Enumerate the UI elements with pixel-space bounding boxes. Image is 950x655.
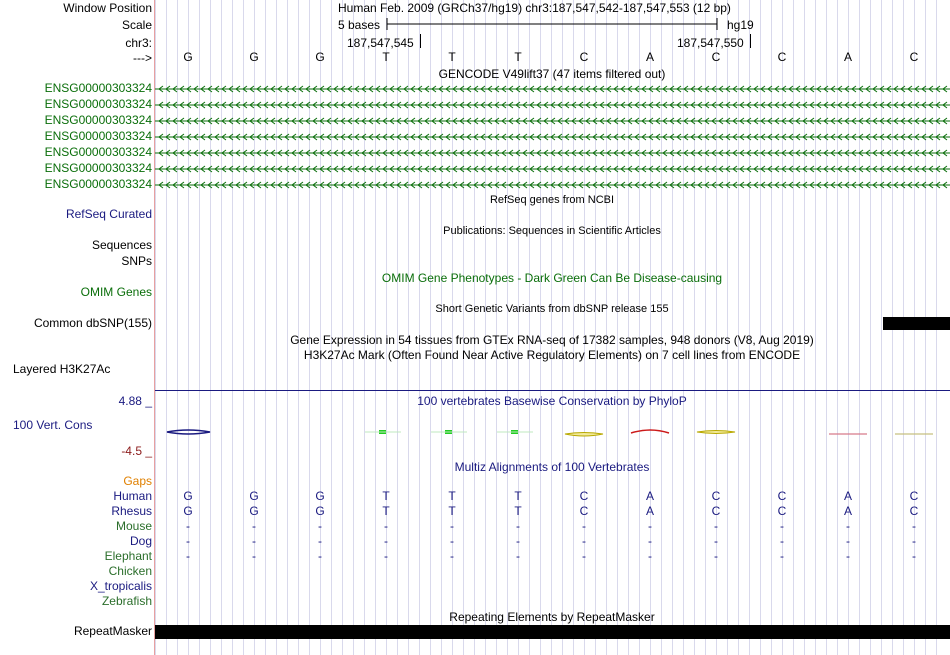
dbsnp-variant-bar[interactable] [883,317,950,330]
alignment-base: - [714,519,718,533]
gencode-gene-label[interactable]: ENSG00000303324 [44,161,152,175]
alignment-base: - [516,519,520,533]
refseq-curated-label[interactable]: RefSeq Curated [65,207,152,221]
alignment-base: G [315,504,325,518]
alignment-base: A [645,504,655,518]
alignment-base: - [318,549,322,563]
gencode-gene-track[interactable] [155,131,950,143]
alignment-base: - [252,534,256,548]
scale-bases-text: 5 bases [338,18,381,32]
gencode-gene-track[interactable] [155,179,950,191]
alignment-base: T [448,489,456,503]
alignment-base: - [384,534,388,548]
alignment-base: G [249,489,259,503]
base-letter: G [183,50,193,64]
cons-min-value: -4.5 _ [121,444,152,458]
coord-right-tick [750,34,751,48]
vert-cons-label[interactable]: 100 Vert. Cons [13,418,93,432]
alignment-base: - [186,549,190,563]
assembly-text: hg19 [727,18,754,32]
alignment-base: - [780,534,784,548]
base-letter: T [514,50,522,64]
alignment-base: A [843,489,853,503]
coord-left-tick [420,34,421,48]
snps-label[interactable]: SNPs [121,254,152,268]
alignment-base: T [448,504,456,518]
scale-bar [385,16,721,32]
alignment-base: - [582,519,586,533]
alignment-base: - [582,549,586,563]
gtex-title: Gene Expression in 54 tissues from GTEx RNA-seq of 17382 samples, 948 donors (V8, Aug 2019) [290,333,814,347]
alignment-base: - [450,519,454,533]
gencode-gene-label[interactable]: ENSG00000303324 [44,97,152,111]
species-label[interactable]: Rhesus [111,504,152,518]
scale-label: Scale [121,18,152,32]
alignment-base: - [780,549,784,563]
alignment-base: G [315,489,325,503]
species-label[interactable]: Zebrafish [101,594,152,608]
alignment-base: T [514,504,522,518]
gaps-label[interactable]: Gaps [123,474,152,488]
alignment-base: - [912,534,916,548]
alignment-base: - [252,519,256,533]
gencode-gene-track[interactable] [155,99,950,111]
gencode-gene-label[interactable]: ENSG00000303324 [44,177,152,191]
alignment-base: - [648,534,652,548]
alignment-base: G [183,504,193,518]
alignment-base: - [186,519,190,533]
sequences-label[interactable]: Sequences [91,238,152,252]
alignment-base: - [912,549,916,563]
base-letter: C [579,50,589,64]
alignment-base: A [645,489,655,503]
gencode-title: GENCODE V49lift37 (47 items filtered out) [438,67,666,81]
alignment-base: T [382,489,390,503]
alignment-base: - [582,534,586,548]
species-label[interactable]: Mouse [115,519,152,533]
alignment-base: - [516,549,520,563]
alignment-base: - [780,519,784,533]
gencode-gene-label[interactable]: ENSG00000303324 [44,113,152,127]
base-letter: T [448,50,456,64]
gencode-gene-track[interactable] [155,147,950,159]
alignment-base: - [450,534,454,548]
alignment-base: - [186,534,190,548]
h3k27ac-baseline [155,390,950,391]
alignment-base: - [648,549,652,563]
conservation-title: 100 vertebrates Basewise Conservation by PhyloP [417,394,687,408]
alignment-base: G [249,504,259,518]
alignment-base: C [909,489,919,503]
species-label[interactable]: Dog [129,534,152,548]
position-title: Human Feb. 2009 (GRCh37/hg19) chr3:187,547,542-187,547,553 (12 bp) [338,1,731,15]
alignment-base: - [318,519,322,533]
base-letter: A [645,50,655,64]
repeatmasker-title: Repeating Elements by RepeatMasker [449,610,655,624]
gencode-gene-label[interactable]: ENSG00000303324 [44,129,152,143]
repeatmasker-bar[interactable] [155,625,950,639]
species-label[interactable]: Human [113,489,152,503]
species-label[interactable]: Elephant [104,549,152,563]
alignment-base: C [711,489,721,503]
coord-left: 187,547,545 [347,36,414,50]
publications-title: Publications: Sequences in Scientific Articles [443,225,661,237]
alignment-base: C [579,504,589,518]
alignment-base: T [514,489,522,503]
alignment-base: C [777,504,787,518]
gencode-gene-track[interactable] [155,163,950,175]
omim-genes-label[interactable]: OMIM Genes [80,285,152,299]
gencode-gene-track[interactable] [155,115,950,127]
base-letter: C [909,50,919,64]
alignment-base: - [516,534,520,548]
conservation-plot [155,420,950,444]
omim-title: OMIM Gene Phenotypes - Dark Green Can Be Disease-causing [381,271,723,285]
alignment-base: - [846,549,850,563]
alignment-base: C [909,504,919,518]
species-label[interactable]: X_tropicalis [89,579,152,593]
alignment-base: - [384,519,388,533]
base-letter: A [843,50,853,64]
base-letter: G [249,50,259,64]
multiz-title: Multiz Alignments of 100 Vertebrates [454,460,650,474]
alignment-base: - [648,519,652,533]
h3k27ac-title: H3K27Ac Mark (Often Found Near Active Regulatory Elements) on 7 cell lines from ENCODE [303,348,801,362]
track-display-area[interactable] [155,0,950,655]
track-labels-column [0,0,154,655]
base-letter: C [777,50,787,64]
repeatmasker-label[interactable]: RepeatMasker [73,624,152,638]
alignment-base: - [714,534,718,548]
alignment-base: - [318,534,322,548]
strand-arrow-label: ---> [133,51,152,65]
cons-max-value: 4.88 _ [118,394,152,408]
gencode-gene-label[interactable]: ENSG00000303324 [44,81,152,95]
alignment-base: - [846,534,850,548]
alignment-base: - [714,549,718,563]
alignment-base: A [843,504,853,518]
alignment-base: - [846,519,850,533]
alignment-base: C [711,504,721,518]
alignment-base: - [912,519,916,533]
refseq-title: RefSeq genes from NCBI [489,194,615,206]
base-letter: T [382,50,390,64]
coord-right: 187,547,550 [677,36,744,50]
base-letter: C [711,50,721,64]
alignment-base: T [382,504,390,518]
species-label[interactable]: Chicken [108,564,152,578]
chrom-label: chr3: [125,36,152,50]
alignment-base: C [579,489,589,503]
alignment-base: G [183,489,193,503]
window-position-label: Window Position [63,1,152,15]
gencode-gene-track[interactable] [155,83,950,95]
common-dbsnp-label[interactable]: Common dbSNP(155) [33,316,152,330]
alignment-base: - [384,549,388,563]
alignment-base: - [450,549,454,563]
layered-h3k27ac-label[interactable]: Layered H3K27Ac [13,362,111,376]
gencode-gene-label[interactable]: ENSG00000303324 [44,145,152,159]
base-letter: G [315,50,325,64]
alignment-base: - [252,549,256,563]
dbsnp-title: Short Genetic Variants from dbSNP release 155 [435,303,669,315]
alignment-base: C [777,489,787,503]
